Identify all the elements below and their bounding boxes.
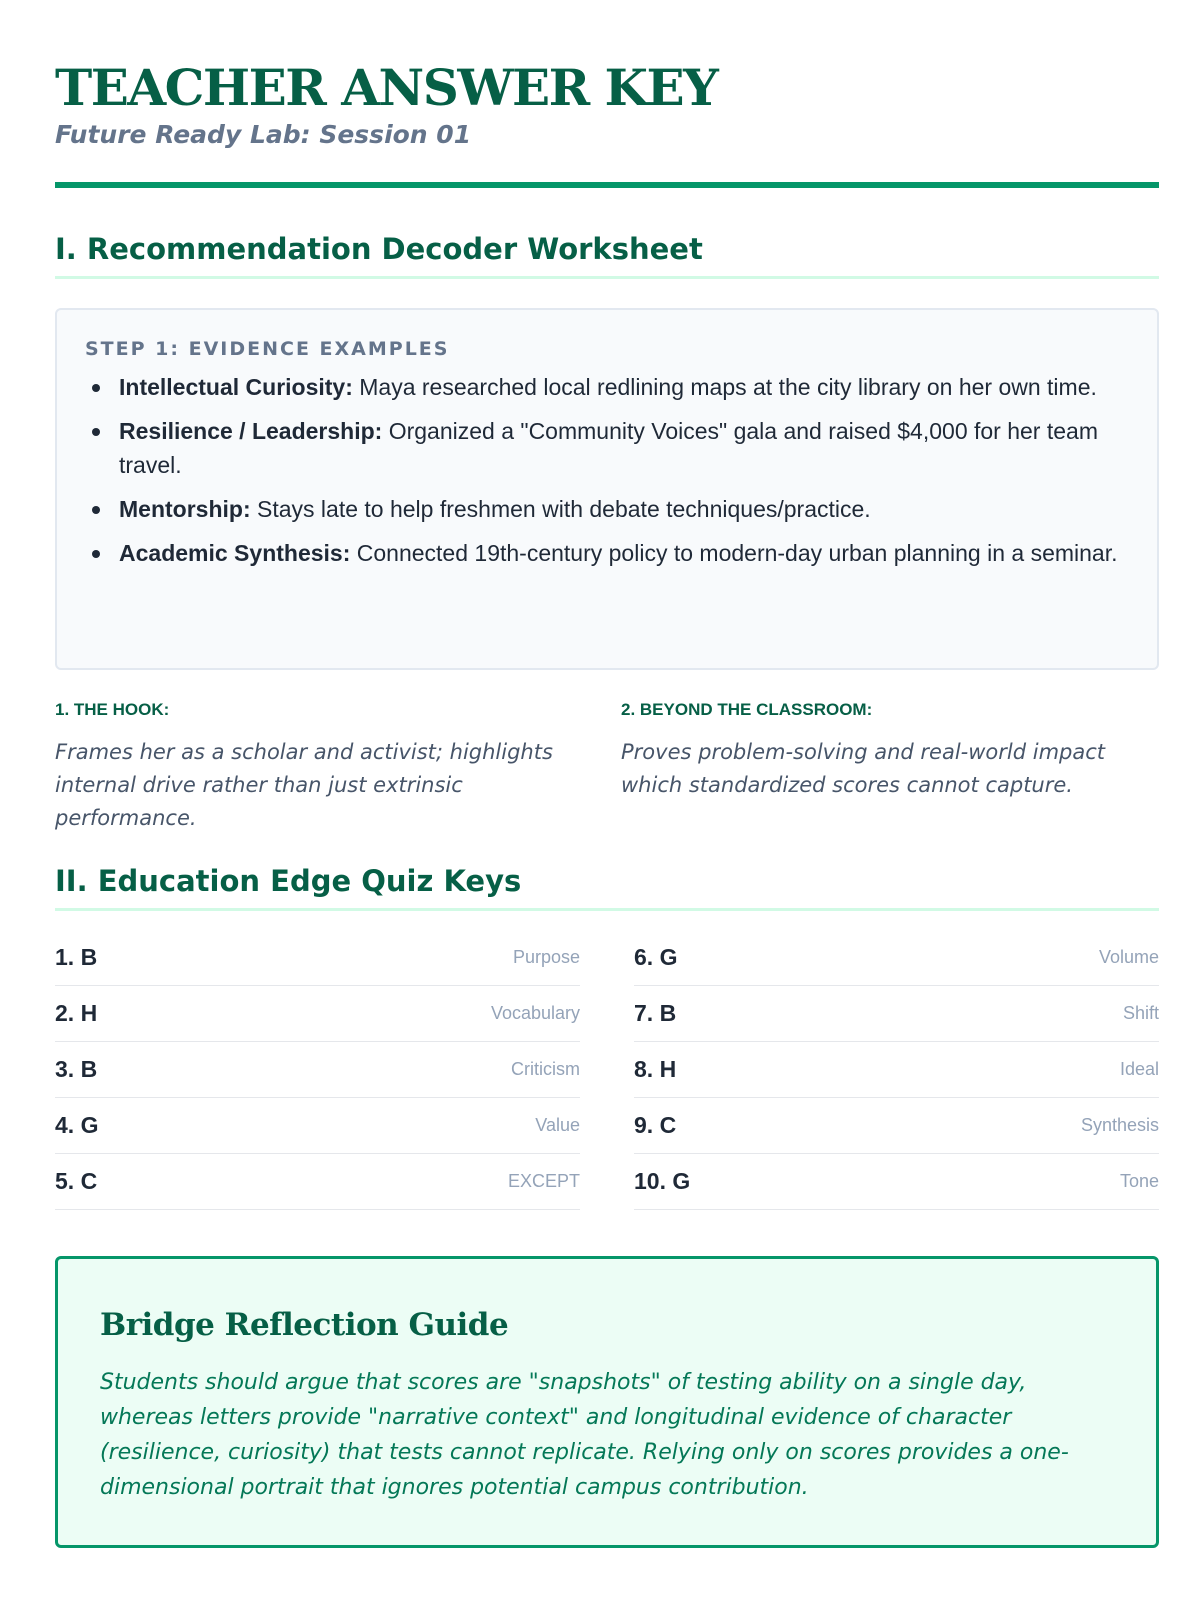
quiz-topic: Value [535,1115,580,1135]
table-row [55,1154,580,1210]
hook-text: Frames her as a scholar and activist; highlights internal drive rather than just extrinsic performance. [55,740,553,830]
quiz-topic: EXCEPT [507,1171,580,1191]
evidence-examples-box [55,308,1159,670]
quiz-answer: 8. H [634,1056,677,1082]
section-title-quiz: II. Education Edge Quiz Keys [55,864,1159,911]
quiz-answer: 2. H [55,1000,98,1026]
quiz-key-grid [55,930,1159,1210]
evidence-text: Connected 19th-century policy to modern-day urban planning in a seminar. [356,540,1118,566]
hook-analysis [55,700,595,835]
evidence-text: Organized a "Community Voices" gala and raised $4,000 for her team travel. [119,418,1098,478]
quiz-answer: 3. B [55,1056,98,1082]
quiz-answer: 10. G [634,1168,691,1194]
table-row [55,1042,580,1098]
reflection-guide-box [55,1256,1159,1548]
page-title: TEACHER ANSWER KEY [55,58,718,117]
evidence-term: Mentorship: [119,496,251,522]
hook-label: 1. THE HOOK: [55,700,170,719]
header-divider [55,182,1159,188]
table-row [634,1098,1159,1154]
quiz-topic: Purpose [512,947,580,967]
quiz-answer: 1. B [55,944,98,970]
quiz-column-right [634,930,1159,1210]
evidence-text: Maya researched local redlining maps at the city library on her own time. [359,374,1097,400]
list-item [85,492,1129,526]
quiz-answer: 4. G [55,1112,99,1138]
quiz-answer: 9. C [634,1112,677,1138]
list-item [85,536,1129,570]
table-row [634,930,1159,986]
quiz-topic: Ideal [1119,1059,1159,1079]
quiz-topic: Synthesis [1080,1115,1159,1135]
quiz-topic: Tone [1119,1171,1159,1191]
table-row [55,930,580,986]
table-row [634,986,1159,1042]
reflection-text: Students should argue that scores are "snapshots" of testing ability on a single day, whereas letters provide "narrative context" and longitudinal evidence of character (resilience, curiosity) that tests cannot replicate. Relying only on scores provides a one-dimensional portrait that ignores potential campus contribution. [100,1370,1069,1500]
table-row [634,1042,1159,1098]
quiz-topic: Shift [1122,1003,1159,1023]
table-row [55,986,580,1042]
step-label: STEP 1: EVIDENCE EXAMPLES [85,338,450,360]
page-subtitle: Future Ready Lab: Session 01 [55,120,472,149]
quiz-column-left [55,930,580,1210]
evidence-list [85,370,1129,570]
evidence-term: Resilience / Leadership: [119,418,383,444]
list-item [85,370,1129,404]
quiz-answer: 5. C [55,1168,98,1194]
beyond-classroom-analysis [621,700,1161,802]
evidence-text: Stays late to help freshmen with debate techniques/practice. [257,496,871,522]
quiz-topic: Vocabulary [490,1003,580,1023]
list-item [85,414,1129,482]
beyond-text: Proves problem-solving and real-world impact which standardized scores cannot capture. [621,740,1106,797]
evidence-term: Intellectual Curiosity: [119,374,353,400]
evidence-term: Academic Synthesis: [119,540,351,566]
section-title-decoder: I. Recommendation Decoder Worksheet [55,232,1159,279]
quiz-answer: 6. G [634,944,678,970]
quiz-topic: Volume [1098,947,1159,967]
quiz-answer: 7. B [634,1000,677,1026]
table-row [634,1154,1159,1210]
reflection-title: Bridge Reflection Guide [100,1307,509,1343]
quiz-topic: Criticism [511,1059,580,1079]
beyond-label: 2. BEYOND THE CLASSROOM: [621,700,873,719]
table-row [55,1098,580,1154]
